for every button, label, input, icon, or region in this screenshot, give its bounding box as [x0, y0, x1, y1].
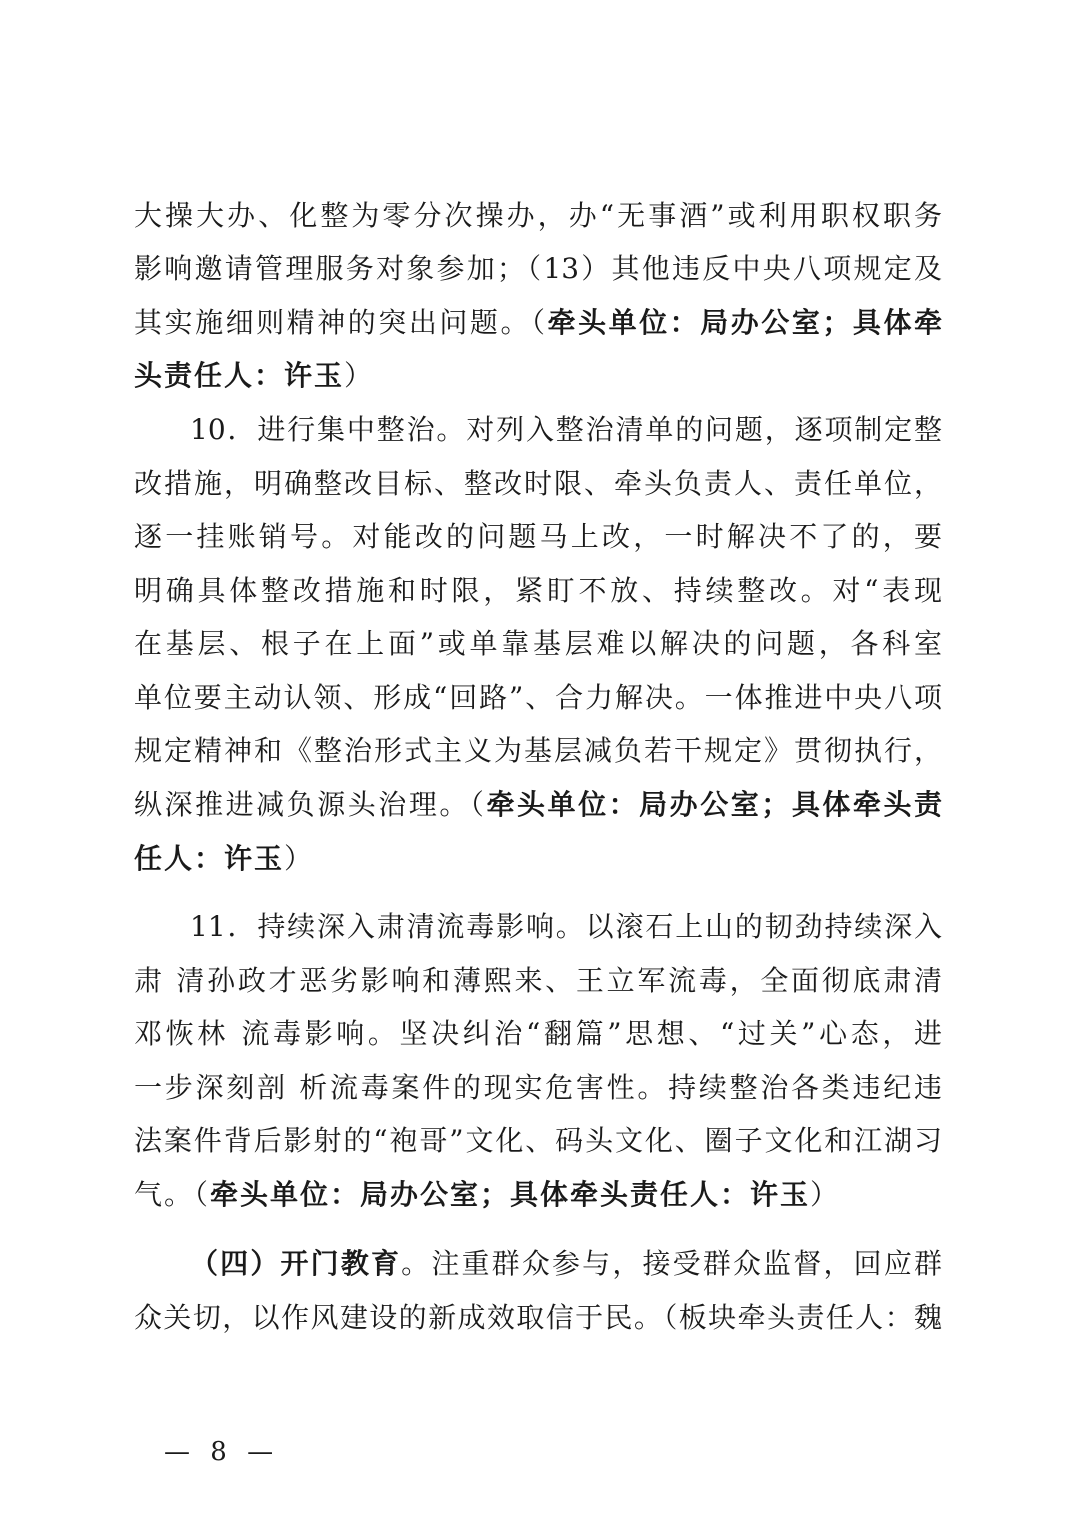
paragraph-first-line [190, 1244, 942, 1284]
page-number: — 8 — [164, 1437, 280, 1467]
text-line: 邓恢林 流毒影响。坚决纠治“翻篇”思想、“过关”心态，进 [134, 1017, 942, 1050]
text-line: 规定精神和《整治形式主义为基层减负若干规定》贯彻执行， [134, 734, 942, 767]
text-line [134, 1175, 942, 1215]
text-line: 大操大办、化整为零分次操办，办“无事酒”或利用职权职务 [134, 199, 942, 232]
text-run: ） [284, 842, 315, 875]
responsibility-bold-text: 牵头单位：局办公室；具体牵头责 [486, 788, 942, 821]
text-line: 在基层、根子在上面”或单靠基层难以解决的问题，各科室 [134, 627, 942, 660]
responsibility-bold-text: 任人：许玉 [134, 842, 285, 875]
text-run: ） [344, 359, 375, 392]
responsibility-bold-text: 牵头单位：局办公室；具体牵头责任人：许玉 [210, 1178, 811, 1211]
text-run: 纵深推进减负源头治理。（ [134, 788, 487, 821]
text-line: 影响邀请管理服务对象参加；（13）其他违反中央八项规定及 [134, 252, 942, 285]
text-run: ） [810, 1178, 841, 1211]
text-line [134, 303, 942, 343]
section-heading: （四）开门教育 [190, 1247, 402, 1280]
text-line: 法案件背后影射的“袍哥”文化、码头文化、圈子文化和江湖习 [134, 1124, 942, 1157]
responsibility-bold-text: 头责任人：许玉 [134, 359, 345, 392]
text-line [134, 356, 942, 396]
paragraph-first-line: 10．进行集中整治。对列入整治清单的问题，逐项制定整 [190, 413, 942, 446]
text-run: 。注重群众参与，接受群众监督，回应群 [401, 1247, 942, 1280]
text-run: 气。（ [134, 1178, 211, 1211]
text-line: 一步深刻剖 析流毒案件的现实危害性。持续整治各类违纪违 [134, 1071, 942, 1104]
paragraph-first-line: 11．持续深入肃清流毒影响。以滚石上山的韧劲持续深入 [190, 910, 942, 943]
text-line: 众关切，以作风建设的新成效取信于民。（板块牵头责任人：魏 [134, 1301, 942, 1334]
text-line: 逐一挂账销号。对能改的问题马上改，一时解决不了的，要 [134, 520, 942, 553]
text-run: 其实施细则精神的突出问题。（ [134, 306, 548, 339]
text-line: 明确具体整改措施和时限，紧盯不放、持续整改。对“表现 [134, 574, 942, 607]
text-line: 单位要主动认领、形成“回路”、合力解决。一体推进中央八项 [134, 681, 942, 714]
text-line: 肃 清孙政才恶劣影响和薄熙来、王立军流毒，全面彻底肃清 [134, 964, 942, 997]
text-line [134, 785, 942, 825]
text-line: 改措施，明确整改目标、整改时限、牵头负责人、责任单位， [134, 467, 942, 500]
text-line [134, 839, 942, 879]
responsibility-bold-text: 牵头单位：局办公室；具体牵 [547, 306, 942, 339]
